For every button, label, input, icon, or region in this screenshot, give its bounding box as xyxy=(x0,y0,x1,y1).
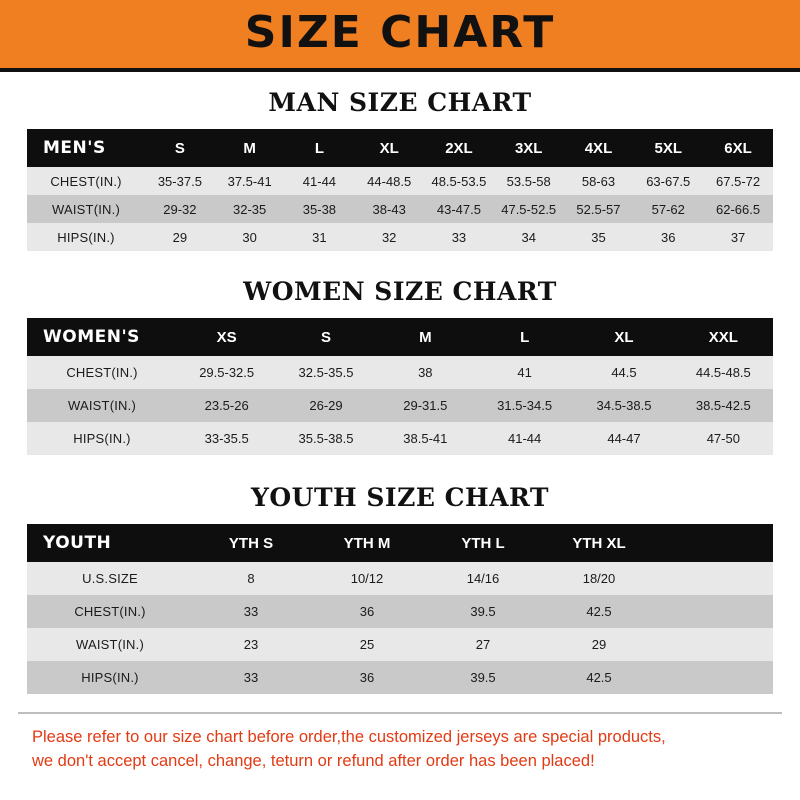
table-header-row xyxy=(27,318,773,356)
row-label: HIPS(IN.) xyxy=(27,223,145,251)
footer-note-line-2: we don't accept cancel, change, teturn or refund after order has been placed! xyxy=(32,751,595,770)
cell: 33 xyxy=(424,223,494,251)
cell: 29-31.5 xyxy=(376,389,475,422)
cell xyxy=(657,595,773,628)
row-label: WAIST(IN.) xyxy=(27,389,177,422)
column-header: XXL xyxy=(674,318,773,356)
cell: 29 xyxy=(541,628,657,661)
cell: 42.5 xyxy=(541,661,657,694)
column-header: YTH XL xyxy=(541,524,657,562)
cell: 23 xyxy=(193,628,309,661)
column-header: 3XL xyxy=(494,129,564,167)
cell xyxy=(657,661,773,694)
cell: 41-44 xyxy=(285,167,355,195)
cell: 41 xyxy=(475,356,574,389)
cell: 47.5-52.5 xyxy=(494,195,564,223)
row-label: CHEST(IN.) xyxy=(27,595,193,628)
youth-size-table xyxy=(27,524,773,694)
section-title-youth: YOUTH SIZE CHART xyxy=(251,483,549,512)
cell: 38 xyxy=(376,356,475,389)
row-label: HIPS(IN.) xyxy=(27,661,193,694)
row-label: U.S.SIZE xyxy=(27,562,193,595)
cell: 36 xyxy=(309,595,425,628)
cell: 53.5-58 xyxy=(494,167,564,195)
cell: 43-47.5 xyxy=(424,195,494,223)
cell: 14/16 xyxy=(425,562,541,595)
column-header: 2XL xyxy=(424,129,494,167)
cell: 32 xyxy=(354,223,424,251)
cell: 62-66.5 xyxy=(703,195,773,223)
cell: 35-37.5 xyxy=(145,167,215,195)
row-label: CHEST(IN.) xyxy=(27,167,145,195)
column-header: M xyxy=(376,318,475,356)
row-label: CHEST(IN.) xyxy=(27,356,177,389)
column-header: XL xyxy=(574,318,673,356)
cell: 63-67.5 xyxy=(633,167,703,195)
column-header: 5XL xyxy=(633,129,703,167)
column-header: L xyxy=(475,318,574,356)
column-header: S xyxy=(276,318,375,356)
cell: 37 xyxy=(703,223,773,251)
table-row xyxy=(27,389,773,422)
column-header: M xyxy=(215,129,285,167)
cell: 31.5-34.5 xyxy=(475,389,574,422)
cell xyxy=(657,562,773,595)
column-header: YTH S xyxy=(193,524,309,562)
table-corner-label: YOUTH xyxy=(27,524,193,562)
cell: 26-29 xyxy=(276,389,375,422)
cell: 35-38 xyxy=(285,195,355,223)
cell: 34.5-38.5 xyxy=(574,389,673,422)
cell: 44-48.5 xyxy=(354,167,424,195)
content-area xyxy=(0,88,800,774)
cell: 37.5-41 xyxy=(215,167,285,195)
cell: 39.5 xyxy=(425,661,541,694)
cell: 52.5-57 xyxy=(564,195,634,223)
cell: 27 xyxy=(425,628,541,661)
section-title-women: WOMEN SIZE CHART xyxy=(243,277,557,306)
cell: 38.5-42.5 xyxy=(674,389,773,422)
table-row xyxy=(27,422,773,455)
section-title-man: MAN SIZE CHART xyxy=(268,88,532,117)
cell: 29-32 xyxy=(145,195,215,223)
cell: 48.5-53.5 xyxy=(424,167,494,195)
footer-note xyxy=(18,712,782,774)
cell: 39.5 xyxy=(425,595,541,628)
cell: 23.5-26 xyxy=(177,389,276,422)
cell: 30 xyxy=(215,223,285,251)
row-label: HIPS(IN.) xyxy=(27,422,177,455)
cell: 34 xyxy=(494,223,564,251)
cell: 33 xyxy=(193,595,309,628)
table-row xyxy=(27,167,773,195)
column-header xyxy=(657,524,773,562)
cell: 42.5 xyxy=(541,595,657,628)
table-corner-label: MEN'S xyxy=(27,129,145,167)
cell: 47-50 xyxy=(674,422,773,455)
table-header-row xyxy=(27,129,773,167)
cell: 32-35 xyxy=(215,195,285,223)
cell: 29 xyxy=(145,223,215,251)
cell: 32.5-35.5 xyxy=(276,356,375,389)
column-header: XS xyxy=(177,318,276,356)
cell: 44.5 xyxy=(574,356,673,389)
cell: 33-35.5 xyxy=(177,422,276,455)
page-title: SIZE CHART xyxy=(244,7,556,58)
cell: 35 xyxy=(564,223,634,251)
cell: 33 xyxy=(193,661,309,694)
column-header: YTH M xyxy=(309,524,425,562)
man-size-table xyxy=(27,129,773,251)
table-row xyxy=(27,223,773,251)
cell: 36 xyxy=(633,223,703,251)
table-header-row xyxy=(27,524,773,562)
cell: 25 xyxy=(309,628,425,661)
cell: 18/20 xyxy=(541,562,657,595)
cell: 10/12 xyxy=(309,562,425,595)
table-row xyxy=(27,661,773,694)
cell: 29.5-32.5 xyxy=(177,356,276,389)
row-label: WAIST(IN.) xyxy=(27,195,145,223)
cell: 31 xyxy=(285,223,355,251)
cell: 44-47 xyxy=(574,422,673,455)
column-header: 6XL xyxy=(703,129,773,167)
cell: 8 xyxy=(193,562,309,595)
cell: 38-43 xyxy=(354,195,424,223)
cell: 58-63 xyxy=(564,167,634,195)
women-size-table xyxy=(27,318,773,455)
column-header: S xyxy=(145,129,215,167)
cell: 67.5-72 xyxy=(703,167,773,195)
cell: 41-44 xyxy=(475,422,574,455)
table-row xyxy=(27,595,773,628)
table-corner-label: WOMEN'S xyxy=(27,318,177,356)
cell: 38.5-41 xyxy=(376,422,475,455)
column-header: XL xyxy=(354,129,424,167)
column-header: YTH L xyxy=(425,524,541,562)
table-row xyxy=(27,195,773,223)
cell: 35.5-38.5 xyxy=(276,422,375,455)
table-row xyxy=(27,356,773,389)
column-header: 4XL xyxy=(564,129,634,167)
cell: 57-62 xyxy=(633,195,703,223)
cell: 36 xyxy=(309,661,425,694)
cell xyxy=(657,628,773,661)
row-label: WAIST(IN.) xyxy=(27,628,193,661)
cell: 44.5-48.5 xyxy=(674,356,773,389)
column-header: L xyxy=(285,129,355,167)
table-row xyxy=(27,628,773,661)
table-row xyxy=(27,562,773,595)
footer-note-line-1: Please refer to our size chart before order,the customized jerseys are special products, xyxy=(32,728,666,746)
header-banner xyxy=(0,0,800,72)
